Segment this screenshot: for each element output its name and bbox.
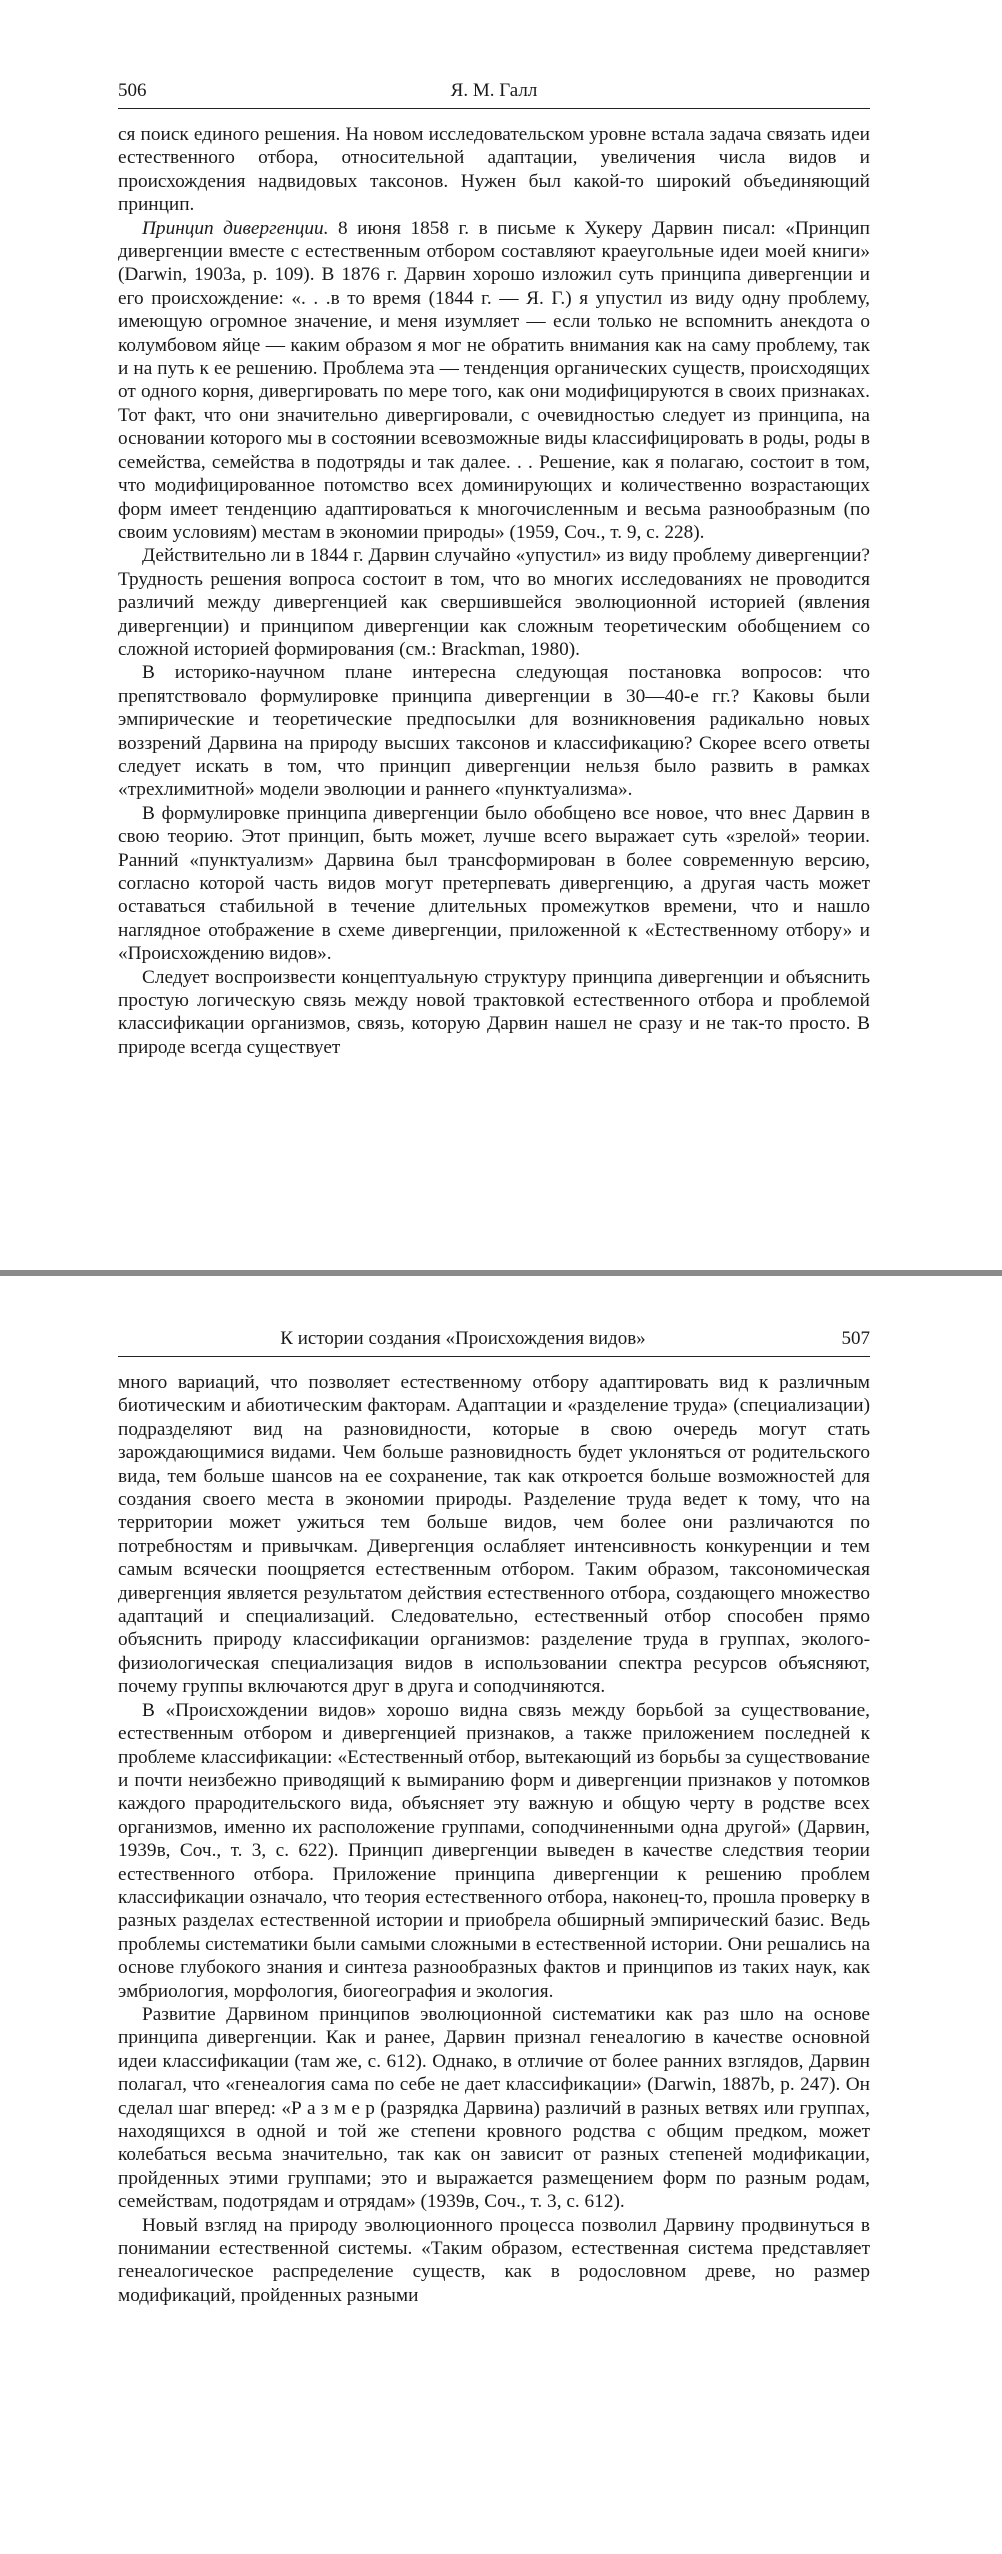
body-text: [118, 123, 870, 1059]
paragraph-text: 8 июня 1858 г. в письме к Хукеру Дарвин писал: «Принцип дивергенции вместе с естественным отбором составляют краеугольные идеи моей книги» (Darwin, 1903a, p. 109). В 1876 г. Дарвин хорошо изложил суть принципа дивергенции и его происхождение: «. . .в то время (1844 г. — Я. Г.) я упустил из виду одну проблему, имеющую огромное значение, и меня изумляет — если только не вспомнить анекдота о колумбовом яйце — каким образом я мог не обратить внимания как на саму проблему, так и на путь к ее решению. Проблема эта — тенденция органических существ, происходящих от одного корня, дивергировать по мере того, как они модифицируются в своих признаках. Тот факт, что они значительно дивергировали, с очевидностью следует из принципа, на основании которого мы в состоянии всевозможные виды классифицировать в роды, роды в семейства, семейства в подотряды и так далее. . . Решение, как я полагаю, состоит в том, что модифицированное потомство всех доминирующих и количественно возрастающих форм имеет тенденцию адаптироваться к многочисленным и весьма разнообразным (по своим условиям) местам в экономии природы» (1959, Соч., т. 9, с. 228).: [118, 217, 870, 543]
running-head-title: К истории создания «Происхождения видов»: [280, 1328, 646, 1349]
page-number: 506: [118, 80, 147, 101]
paragraph: Следует воспроизвести концептуальную структуру принципа дивергенции и объяснить простую логическую связь между новой трактовкой естественного отбора и проблемой классификации организмов, связь, которую Дарвин нашел не сразу и не так-то просто. В природе всегда существует: [118, 966, 870, 1058]
page-507: [0, 1276, 1002, 2554]
paragraph: Новый взгляд на природу эволюционного процесса позволил Дарвину продвинуться в понимании естественной системы. «Таким образом, естественная система представляет генеалогическое распределение существ, как в родословном древе, но размер модификаций, пройденных разными: [118, 2214, 870, 2306]
paragraph: Развитие Дарвином принципов эволюционной систематики как раз шло на основе принципа дивергенции. Как и ранее, Дарвин признал генеалогию в качестве основной идеи классификации (там же, с. 612). Однако, в отличие от более ранних взглядов, Дарвин полагал, что «генеалогия сама по себе не дает классификации» (Darwin, 1887b, p. 247). Он сделал шаг вперед: «Р а з м е р (разрядка Дарвина) различий в разных ветвях или группах, находящихся в одной и той же степени кровного родства с общим предком, может колебаться весьма значительно, так как он зависит от разных степеней модификации, пройденных этими группами; это и выражается размещением форм по разным родам, семействам, подотрядам и отрядам» (1939в, Соч., т. 3, с. 612).: [118, 2003, 870, 2213]
page-506: [0, 0, 1002, 1270]
paragraph: много вариаций, что позволяет естественному отбору адаптировать вид к различным биотическим и абиотическим факторам. Адаптации и «разделение труда» (специализации) подразделяют вид на разновидности, которые в свою очередь могут стать зарождающимися видами. Чем больше разновидность будет уклоняться от родительского вида, тем больше шансов на ее сохранение, так как откроется больше возможностей для создания своего места в экономии природы. Разделение труда ведет к тому, что на территории может ужиться тем больше видов, чем более они различаются по потребностям и привычкам. Дивергенция ослабляет интенсивность конкуренции и тем самым всячески поощряется естественным отбором. Таким образом, таксономическая дивергенция является результатом действия естественного отбора, создающего множество адаптаций и специализаций. Следовательно, естественный отбор способен прямо объяснить природу классификации организмов: разделение труда в группах, эколого-физиологическая специализация видов в использовании спектра ресурсов объясняют, почему группы включаются друг в друга и соподчиняются.: [118, 1372, 870, 1698]
paragraph: [118, 217, 870, 545]
running-header: [118, 1320, 870, 1357]
paragraph: В историко-научном плане интересна следующая постановка вопросов: что препятствовало формулировке принципа дивергенции в 30—40-е гг.? Каковы были эмпирические и теоретические предпосылки для возникновения радикально новых воззрений Дарвина на природу высших таксонов и классификацию? Скорее всего ответы следует искать в том, что принцип дивергенции нельзя было развить в рамках «трехлимитной» модели эволюции и раннего «пунктуализма».: [118, 662, 870, 801]
running-header: [118, 72, 870, 109]
paragraph: Действительно ли в 1844 г. Дарвин случайно «упустил» из виду проблему дивергенции? Трудность решения вопроса состоит в том, что во многих исследованиях не проводится различий между дивергенцией как свершившейся эволюционной историей (явления дивергенции) и принципом дивергенции как сложным теоретическим обобщением со сложной историей формирования (см.: Brackman, 1980).: [118, 545, 870, 660]
body-text: [118, 1371, 870, 2307]
paragraph: ся поиск единого решения. На новом исследовательском уровне встала задача связать идеи естественного отбора, относительной адаптации, увеличения числа видов и происхождения надвидовых таксонов. Нужен был какой-то широкий объединяющий принцип.: [118, 124, 870, 216]
paragraph: В формулировке принципа дивергенции было обобщено все новое, что внес Дарвин в свою теорию. Этот принцип, быть может, лучше всего выражает суть «зрелой» теории. Ранний «пунктуализм» Дарвина был трансформирован в более современную версию, согласно которой часть видов могут претерпевать дивергенцию, а другая часть может оставаться стабильной в течение длительных промежутков времени, что и нашло наглядное отображение в схеме дивергенции, приложенной к «Естественному отбору» и «Происхождению видов».: [118, 802, 870, 965]
page-number: 507: [841, 1328, 870, 1349]
running-head-author: Я. М. Галл: [450, 80, 538, 101]
section-heading: Принцип дивергенции.: [142, 217, 329, 239]
paragraph: В «Происхождении видов» хорошо видна связь между борьбой за существование, естественным отбором и дивергенцией признаков, а также приложением последней к проблеме классификации: «Естественный отбор, вытекающий из борьбы за существование и почти неизбежно приводящий к вымиранию форм и дивергенции признаков у потомков каждого прародительского вида, объясняет эту важную и общую черту в родстве всех организмов, именно их расположение группами, соподчиненными одна другой» (Дарвин, 1939в, Соч., т. 3, с. 622). Принцип дивергенции выведен в качестве следствия теории естественного отбора. Приложение принципа дивергенции к решению проблем классификации означало, что теория естественного отбора, наконец-то, прошла проверку в разных разделах естественной истории и приобрела обширный эмпирический базис. Ведь проблемы систематики были самыми сложными в естественной истории. Они решались на основе глубокого знания и синтеза разнообразных фактов и принципов из таких наук, как эмбриология, морфология, биогеография и экология.: [118, 1699, 870, 2002]
